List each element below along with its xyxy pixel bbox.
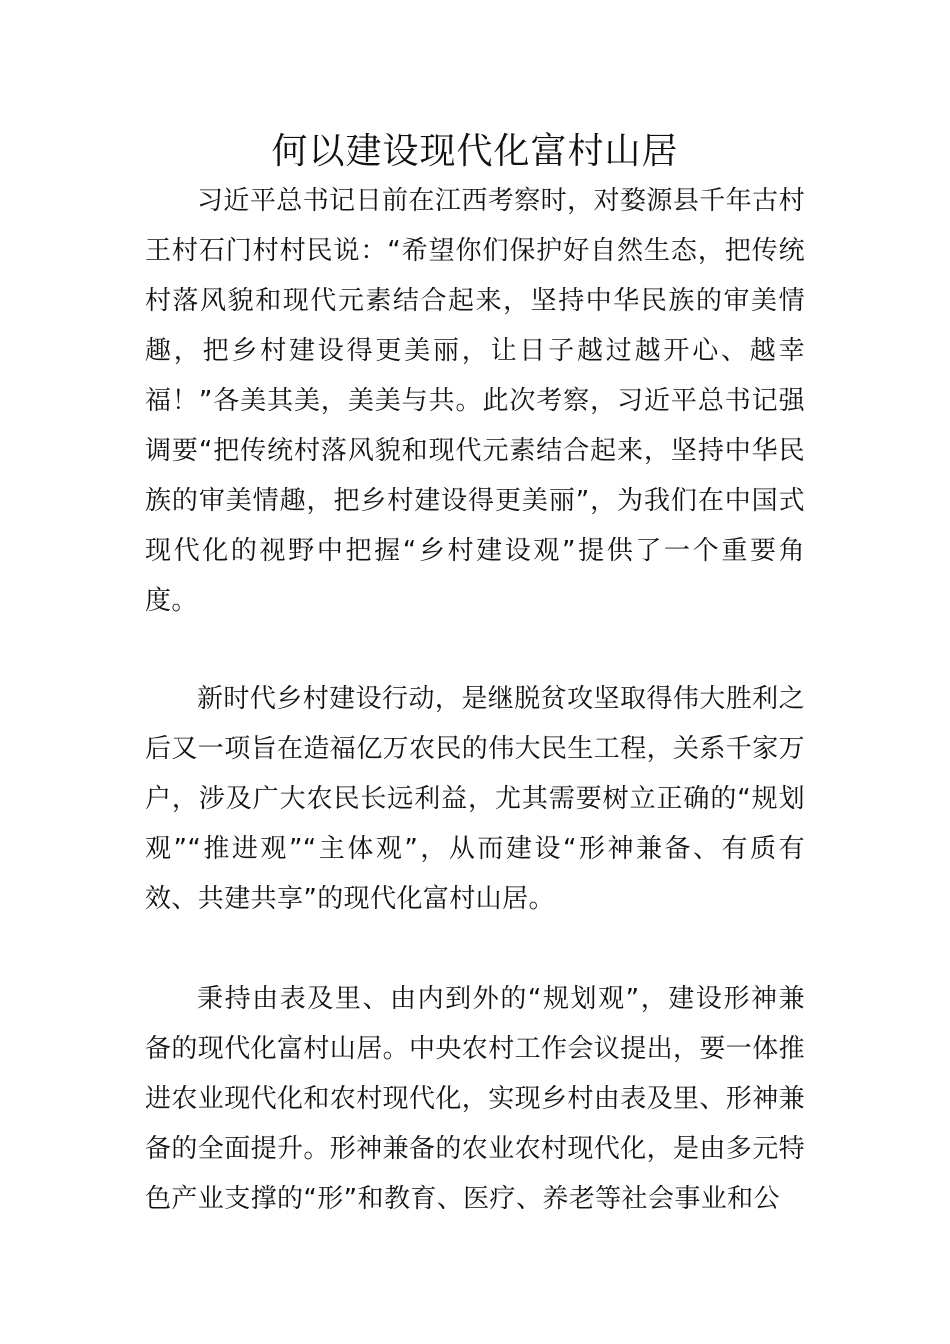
paragraph-2: 新时代乡村建设行动，是继脱贫攻坚取得伟大胜利之后又一项旨在造福亿万农民的伟大民生工程，关系千家万户，涉及广大农民长远利益，尤其需要树立正确的“规划观”“推进观”“主体观”，从而建设“形神兼备、有质有效、共建共享”的现代化富村山居。	[145, 684, 806, 914]
paragraph-1: 习近平总书记日前在江西考察时，对婺源县千年古村王村石门村村民说：“希望你们保护好自然生态，把传统村落风貌和现代元素结合起来，坚持中华民族的审美情趣，把乡村建设得更美丽，让日子越过越开心、越幸福！”各美其美，美美与共。此次考察，习近平总书记强调要“把传统村落风貌和现代元素结合起来，坚持中华民族的审美情趣，把乡村建设得更美丽”，为我们在中国式现代化的视野中把握“乡村建设观”提供了一个重要角度。	[145, 186, 805, 616]
document-title: 何以建设现代化富村山居	[271, 131, 679, 172]
paragraph-3: 秉持由表及里、由内到外的“规划观”，建设形神兼备的现代化富村山居。中央农村工作会议提出，要一体推进农业现代化和农村现代化，实现乡村由表及里、形神兼备的全面提升。形神兼备的农业农村现代化，是由多元特色产业支撑的“形”和教育、医疗、养老等社会事业和公	[145, 984, 806, 1214]
